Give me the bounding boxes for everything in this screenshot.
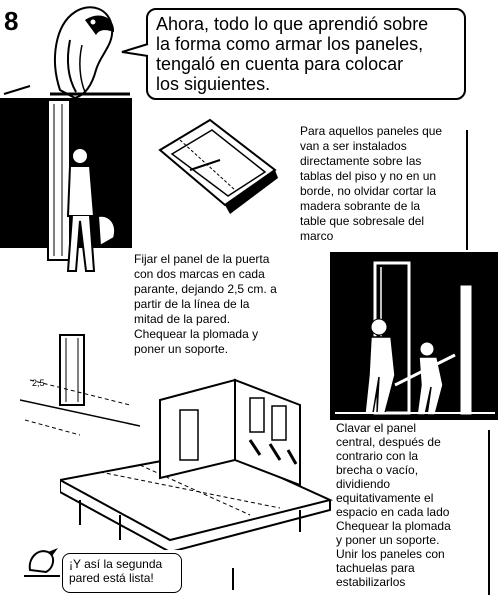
- note-line: tachuelas para: [336, 561, 415, 575]
- note-line: espacio en cada lado: [336, 505, 450, 519]
- note-line: brecha o vacío,: [336, 463, 419, 477]
- small-speech-bubble: [62, 553, 182, 593]
- divider-line: [232, 568, 234, 590]
- note-line: van a ser instalados: [300, 139, 407, 153]
- note-line: y poner un soporte.: [336, 533, 440, 547]
- note-line: Clavar el panel: [336, 421, 417, 435]
- divider-line: [488, 430, 490, 595]
- note-line: madera sobrante de la: [300, 199, 421, 213]
- note-line: Chequear la plomada: [336, 519, 451, 533]
- note-line: Unir los paneles con: [336, 547, 445, 561]
- note-line: central, después de: [336, 435, 441, 449]
- note-line: estabilizarlos: [336, 575, 406, 589]
- note-line: equitativamente el: [336, 491, 434, 505]
- bird-icon: [20, 540, 64, 580]
- panel-number: 8: [4, 6, 19, 36]
- speech-line: los siguientes.: [156, 74, 271, 94]
- worker-door-frame-illustration: [40, 96, 130, 286]
- note-line: poner un soporte.: [134, 342, 229, 356]
- divider-line: [466, 130, 468, 250]
- perch-icon: [2, 80, 32, 100]
- floor-platform-wall-illustration: [60, 360, 345, 550]
- note-line: borde, no olvidar cortar la: [300, 184, 437, 198]
- speech-line: Ahora, todo lo que aprendió sobre: [156, 14, 429, 34]
- instruction-note-floor-panels: [300, 124, 488, 244]
- workers-door-illustration: [335, 255, 495, 420]
- note-line: Para aquellos paneles que: [300, 124, 443, 138]
- measurement-label: 2,5: [32, 378, 45, 388]
- speech-line: tengaló en cuenta para colocar: [156, 54, 404, 74]
- instruction-note-central-panel: [336, 421, 486, 589]
- note-line: marco: [300, 229, 334, 243]
- instruction-note-door-panel: [134, 252, 324, 357]
- note-line: Chequear la plomada y: [134, 327, 259, 341]
- note-line: contrario con la: [336, 449, 419, 463]
- bubble-line: ¡Y así la segunda: [69, 557, 163, 571]
- note-line: directamente sobre las: [300, 154, 422, 168]
- speech-bubble: [146, 8, 466, 100]
- speech-tail: [120, 40, 150, 60]
- note-line: Fijar el panel de la puerta: [134, 252, 270, 266]
- note-line: con dos marcas en cada: [134, 267, 265, 281]
- corner-cut-diagram: [150, 110, 285, 220]
- note-line: partir de la línea de la: [134, 297, 250, 311]
- bubble-line: pared está lista!: [69, 571, 154, 585]
- note-line: table que sobresale del: [300, 214, 425, 228]
- note-line: parante, dejando 2,5 cm. a: [134, 282, 277, 296]
- note-line: mitad de la pared.: [134, 312, 231, 326]
- note-line: tablas del piso y no en un: [300, 169, 437, 183]
- speech-line: la forma como armar los paneles,: [156, 34, 424, 54]
- note-line: dividiendo: [336, 477, 391, 491]
